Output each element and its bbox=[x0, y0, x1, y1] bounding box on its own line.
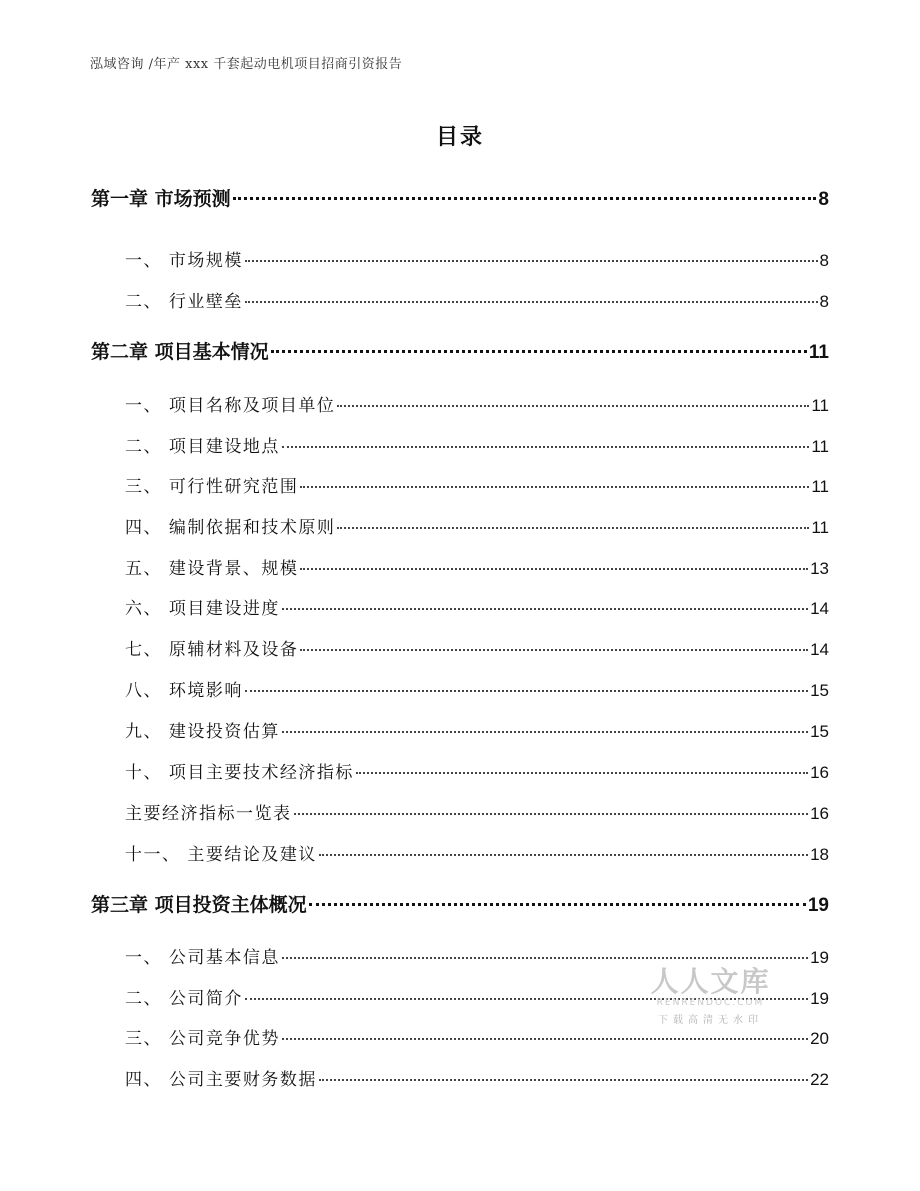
toc-entry-label: 八、 环境影响 bbox=[125, 681, 243, 701]
toc-entry[interactable] bbox=[125, 1024, 829, 1049]
toc-leader-dots bbox=[245, 259, 818, 262]
toc-entry[interactable] bbox=[125, 432, 829, 457]
toc-entry-page: 18 bbox=[810, 845, 829, 864]
toc-leader-dots bbox=[356, 771, 808, 774]
toc-entry[interactable] bbox=[125, 554, 829, 579]
toc-leader-dots bbox=[245, 300, 818, 303]
toc-entry-label: 一、 项目名称及项目单位 bbox=[125, 396, 336, 416]
toc-entry-label: 第三章 项目投资主体概况 bbox=[91, 894, 307, 916]
toc-entry-label: 三、 可行性研究范围 bbox=[125, 477, 299, 497]
toc-entry-page: 11 bbox=[811, 396, 829, 415]
toc-leader-dots bbox=[282, 1037, 808, 1040]
toc-entry[interactable] bbox=[125, 594, 829, 619]
toc-entry-label: 二、 项目建设地点 bbox=[125, 437, 280, 457]
toc-entry-page: 11 bbox=[811, 437, 829, 456]
toc-entry-page: 14 bbox=[810, 640, 829, 659]
toc-entry-page: 16 bbox=[810, 804, 829, 823]
toc-entry-label: 一、 公司基本信息 bbox=[125, 948, 280, 968]
toc-entry-label: 十、 项目主要技术经济指标 bbox=[125, 763, 354, 783]
toc-entry-label: 四、 公司主要财务数据 bbox=[125, 1070, 317, 1090]
watermark-subtitle: 下载高清无水印 bbox=[658, 1015, 763, 1026]
toc-entry-page: 15 bbox=[810, 722, 829, 741]
toc-leader-dots bbox=[300, 485, 809, 488]
toc-leader-dots bbox=[271, 349, 807, 353]
toc-entry-label: 六、 项目建设进度 bbox=[125, 599, 280, 619]
toc-entry-page: 19 bbox=[810, 989, 829, 1008]
toc-entry-label: 五、 建设背景、规模 bbox=[125, 559, 299, 579]
toc-leader-dots bbox=[282, 607, 808, 610]
toc-leader-dots bbox=[300, 648, 808, 651]
toc-entry-page: 19 bbox=[807, 895, 829, 916]
toc-leader-dots bbox=[309, 902, 806, 906]
toc-entry-page: 8 bbox=[819, 251, 829, 270]
toc-entry-label: 第二章 项目基本情况 bbox=[91, 341, 269, 363]
toc-entry[interactable] bbox=[125, 513, 829, 538]
toc-leader-dots bbox=[337, 526, 809, 529]
toc-leader-dots bbox=[245, 689, 808, 692]
toc-entry-page: 11 bbox=[811, 477, 829, 496]
toc-entry-label: 二、 行业壁垒 bbox=[125, 292, 243, 312]
toc-entry-label: 七、 原辅材料及设备 bbox=[125, 640, 299, 660]
toc-entry-page: 14 bbox=[810, 599, 829, 618]
toc-entry-page: 8 bbox=[818, 189, 829, 210]
toc-entry-page: 11 bbox=[811, 518, 829, 537]
toc-entry-page: 20 bbox=[810, 1029, 829, 1048]
toc-title: 目录 bbox=[435, 125, 484, 150]
toc-entry[interactable] bbox=[125, 391, 829, 416]
toc-leader-dots bbox=[282, 956, 808, 959]
toc-entry[interactable] bbox=[91, 337, 829, 364]
toc-leader-dots bbox=[233, 196, 817, 200]
toc-entry-label: 第一章 市场预测 bbox=[91, 188, 231, 210]
toc-entry-page: 15 bbox=[810, 681, 829, 700]
toc-entry-label: 二、 公司简介 bbox=[125, 989, 243, 1009]
toc-entry[interactable] bbox=[91, 890, 829, 917]
toc-leader-dots bbox=[282, 730, 808, 733]
toc-entry-page: 16 bbox=[810, 763, 829, 782]
toc-entry-page: 22 bbox=[810, 1070, 829, 1089]
toc-entry[interactable] bbox=[125, 287, 829, 312]
toc-entry-page: 8 bbox=[819, 292, 829, 311]
watermark-site: RENRENDOC.COM bbox=[656, 998, 765, 1008]
toc-leader-dots bbox=[337, 404, 809, 407]
toc-leader-dots bbox=[319, 1078, 808, 1081]
page-header: 泓域咨询 /年产 xxx 千套起动电机项目招商引资报告 bbox=[90, 57, 403, 72]
toc-entry[interactable] bbox=[125, 676, 829, 701]
toc-entry-label: 主要经济指标一览表 bbox=[125, 804, 292, 824]
toc-entry[interactable] bbox=[125, 472, 829, 497]
toc-leader-dots bbox=[300, 567, 808, 570]
toc-entry[interactable] bbox=[125, 246, 829, 271]
toc-entry-label: 三、 公司竞争优势 bbox=[125, 1029, 280, 1049]
toc-entry-label: 四、 编制依据和技术原则 bbox=[125, 518, 336, 538]
toc-entry[interactable] bbox=[125, 1065, 829, 1090]
toc-entry-page: 11 bbox=[808, 342, 829, 363]
toc-leader-dots bbox=[319, 853, 808, 856]
toc-entry-label: 一、 市场规模 bbox=[125, 251, 243, 271]
toc-leader-dots bbox=[282, 445, 809, 448]
toc-entry[interactable] bbox=[125, 840, 829, 865]
toc-entry[interactable] bbox=[91, 184, 829, 211]
toc-entry[interactable] bbox=[125, 717, 829, 742]
watermark bbox=[648, 960, 773, 1026]
toc-entry[interactable] bbox=[125, 799, 829, 824]
watermark-title: 人人文库 bbox=[650, 965, 771, 998]
toc-entry[interactable] bbox=[125, 635, 829, 660]
toc-entry-page: 13 bbox=[810, 559, 829, 578]
toc-entry[interactable] bbox=[125, 758, 829, 783]
toc-entry-label: 九、 建设投资估算 bbox=[125, 722, 280, 742]
toc-entry-label: 十一、 主要结论及建议 bbox=[125, 845, 317, 865]
toc-leader-dots bbox=[294, 812, 809, 815]
toc-entry-page: 19 bbox=[810, 948, 829, 967]
